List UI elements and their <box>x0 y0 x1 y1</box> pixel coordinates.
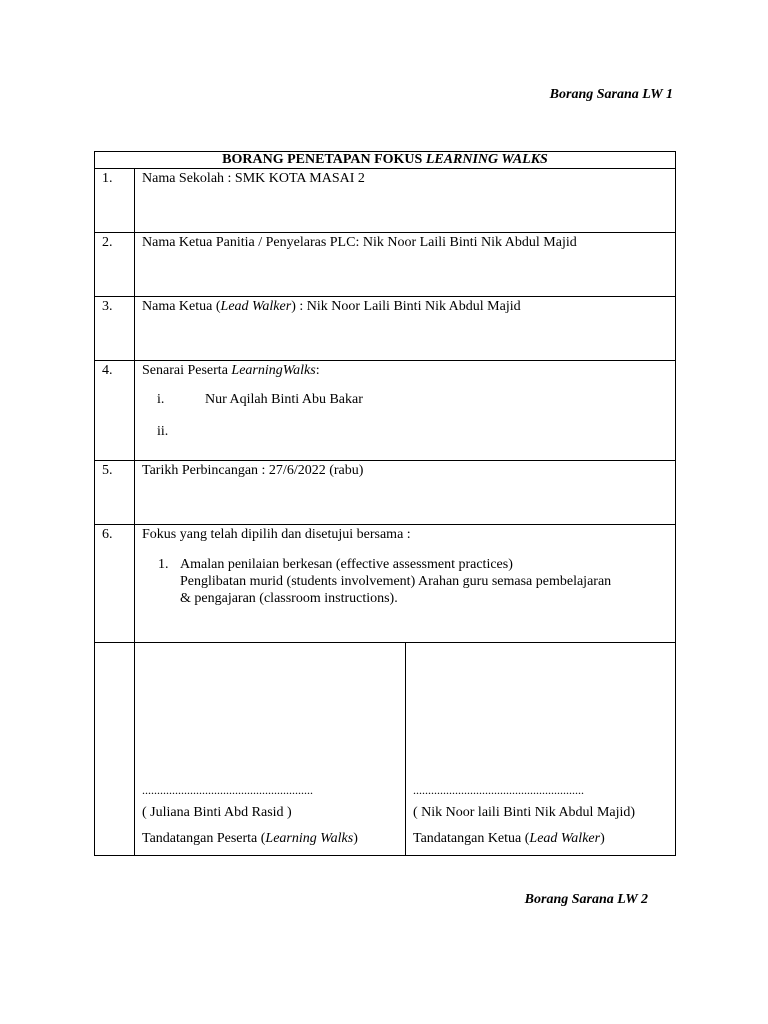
lead-walker-prefix: Nama Ketua ( <box>142 299 221 314</box>
panel-head-text: Nama Ketua Panitia / Penyelaras PLC: Nik Noor Laili Binti Nik Abdul Majid <box>142 235 577 250</box>
row-number: 3. <box>102 299 113 314</box>
participant-item <box>135 392 675 412</box>
participant-name: Nur Aqilah Binti Abu Bakar <box>205 392 363 407</box>
focus-line: Amalan penilaian berkesan (effective assessment practices) <box>180 557 513 572</box>
discussion-date-text: Tarikh Perbincangan : 27/6/2022 (rabu) <box>142 463 364 478</box>
signature-participant <box>135 643 406 856</box>
role-italic: Learning Walks <box>265 831 354 846</box>
row-school-name <box>95 169 676 233</box>
role-italic: Lead Walker <box>529 831 601 846</box>
row-number: 4. <box>102 363 113 378</box>
focus-number: 1. <box>158 557 169 572</box>
row-participants <box>95 361 676 461</box>
role-suffix: ) <box>353 831 358 846</box>
footer-form-reference: Borang Sarana LW 2 <box>524 892 648 907</box>
participants-italic: LearningWalks <box>231 363 316 378</box>
row-panel-head <box>95 233 676 297</box>
focus-heading: Fokus yang telah dipilih dan disetujui bersama : <box>142 527 411 542</box>
signature-lead <box>406 643 676 856</box>
role-suffix: ) <box>600 831 605 846</box>
participant-signatory-name: ( Juliana Binti Abd Rasid ) <box>142 805 292 820</box>
participants-heading <box>135 361 675 379</box>
form-title-italic: LEARNING WALKS <box>425 152 548 167</box>
row-lead-walker <box>95 297 676 361</box>
lead-signatory-name: ( Nik Noor laili Binti Nik Abdul Majid) <box>413 805 636 820</box>
focus-item <box>135 556 675 607</box>
lead-walker-italic: Lead Walker <box>220 299 292 314</box>
lead-walker-suffix: ) : Nik Noor Laili Binti Nik Abdul Majid <box>291 299 521 314</box>
school-name-text: Nama Sekolah : SMK KOTA MASAI 2 <box>142 171 365 186</box>
row-number: 5. <box>102 463 113 478</box>
lead-walker-text <box>135 297 675 315</box>
row-focus <box>95 525 676 643</box>
role-prefix: Tandatangan Peserta ( <box>142 831 266 846</box>
row-number: 2. <box>102 235 113 250</box>
lead-signature-label <box>413 831 605 847</box>
participant-number: i. <box>157 392 165 407</box>
row-number: 6. <box>102 527 113 542</box>
role-prefix: Tandatangan Ketua ( <box>413 831 530 846</box>
focus-line: & pengajaran (classroom instructions). <box>180 591 398 606</box>
focus-form-table <box>94 151 676 856</box>
participant-item <box>135 424 675 444</box>
row-discussion-date <box>95 461 676 525</box>
form-title-prefix: BORANG PENETAPAN FOKUS <box>222 152 426 167</box>
participant-signature-label <box>142 831 358 847</box>
participant-number: ii. <box>157 424 169 439</box>
participants-prefix: Senarai Peserta <box>142 363 232 378</box>
signature-line: ......................................................... <box>142 783 313 797</box>
row-number: 1. <box>102 171 113 186</box>
header-form-reference: Borang Sarana LW 1 <box>549 87 673 102</box>
row-signatures <box>95 643 676 856</box>
focus-line: Penglibatan murid (students involvement) Arahan guru semasa pembelajaran <box>180 574 612 589</box>
signature-line: ......................................................... <box>413 783 584 797</box>
participants-suffix: : <box>315 363 320 378</box>
form-title <box>95 152 676 169</box>
